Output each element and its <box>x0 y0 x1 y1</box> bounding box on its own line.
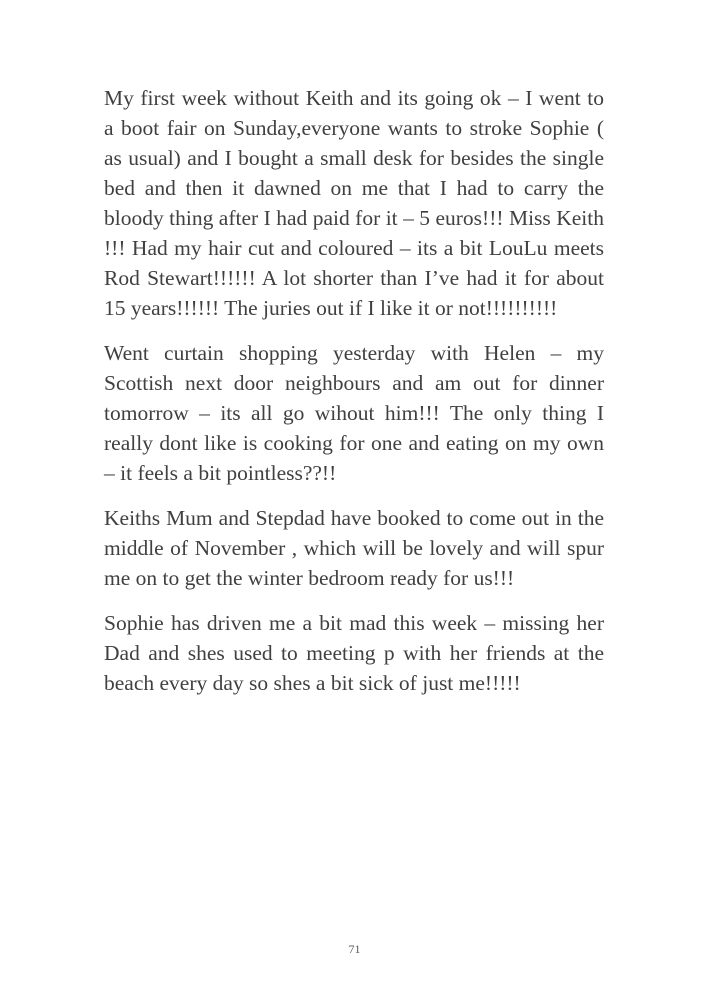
paragraph-1: My first week without Keith and its going ok – I went to a boot fair on Sunday,everyone wants to stroke Sophie ( as usual) and I bought a small desk for besides the single bed and then it dawned on me that I had to carry the bloody thing after I had paid for it – 5 euros!!! Miss Keith !!! Had my hair cut and coloured – its a bit LouLu meets Rod Stewart!!!!!! A lot shorter than I’ve had it for about 15 years!!!!!! The juries out if I like it or not!!!!!!!!!! <box>104 86 604 320</box>
paragraph-4: Sophie has driven me a bit mad this week – missing her Dad and shes used to meeting p with her friends at the beach every day so shes a bit sick of just me!!!!! <box>104 611 604 695</box>
page-number: 71 <box>348 942 361 956</box>
paragraph-3: Keiths Mum and Stepdad have booked to come out in the middle of November , which will be lovely and will spur me on to get the winter bedroom ready for us!!! <box>104 506 604 590</box>
body-text <box>104 83 604 713</box>
paragraph-2: Went curtain shopping yesterday with Helen – my Scottish next door neighbours and am out for dinner tomorrow – its all go wihout him!!! The only thing I really dont like is cooking for one and eating on my own – it feels a bit pointless??!! <box>104 341 604 485</box>
